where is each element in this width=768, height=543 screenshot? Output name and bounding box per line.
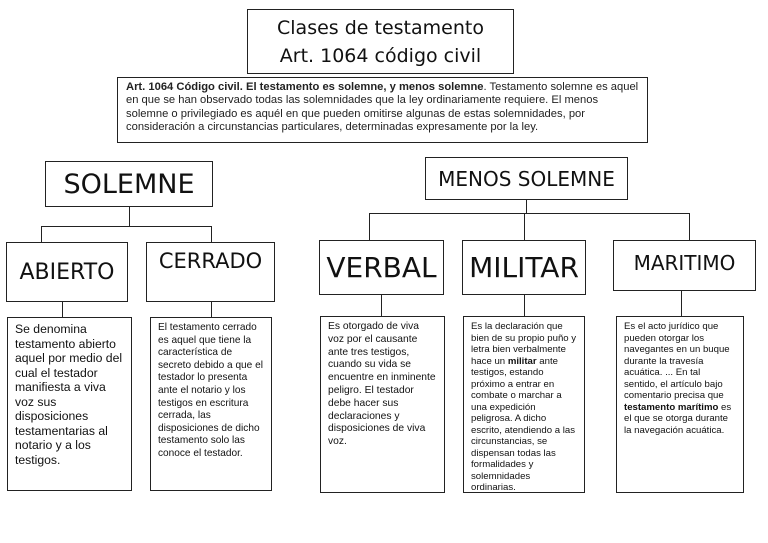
node-maritimo <box>613 240 756 291</box>
node-solemne-label: SOLEMNE <box>63 168 195 200</box>
desc-militar-text-1: Es la declaración que bien de su propio puño y letra bien verbalmente hace un <box>471 321 577 367</box>
connector <box>129 206 130 227</box>
node-menos-solemne <box>425 157 628 200</box>
connector <box>211 301 212 317</box>
desc-verbal <box>320 316 445 493</box>
connector <box>62 301 63 317</box>
node-militar-label: MILITAR <box>469 251 579 284</box>
desc-militar-text-2: ante testigos, estando próximo a entrar en combate o marchar a una expedición peligrosa. A dicho escrito, atendiendo a las circunstancias, se dispensan todas las formalidades y solemnidades ordinarias. <box>471 355 575 493</box>
connector <box>369 213 370 240</box>
connector <box>211 226 212 242</box>
desc-cerrado-text: El testamento cerrado es aquel que tiene la característica de secreto debido a que el testador lo presenta ante el notario y los testigos en escritura cerrada, las disposiciones de dicho testamento solo las conoce el testador. <box>158 322 263 459</box>
definition-lead: Art. 1064 Código civil. El testamento es solemne, y menos solemne <box>126 81 484 93</box>
node-cerrado-label: CERRADO <box>158 249 263 273</box>
desc-maritimo-bold: testamento marítimo <box>624 401 719 413</box>
title-box <box>247 9 514 74</box>
node-maritimo-label: MARITIMO <box>633 251 736 275</box>
node-abierto-label: ABIERTO <box>19 259 115 285</box>
desc-abierto-text: Se denomina testamento abierto aquel por medio del cual el testador manifiesta a viva voz sus disposiciones testamentarias al notario y a los testigos. <box>15 322 123 467</box>
desc-maritimo-text-1: Es el acto jurídico que pueden otorgar los navegantes en un buque durante la travesía acuática. ... En tal sentido, el artículo bajo comentario precisa que <box>624 321 730 401</box>
desc-cerrado <box>150 317 272 491</box>
desc-maritimo <box>616 316 744 493</box>
node-solemne <box>45 161 213 207</box>
desc-militar <box>463 316 585 493</box>
connector <box>689 213 690 240</box>
connector <box>524 294 525 316</box>
node-verbal <box>319 240 444 295</box>
definition-text: . Testamento solemne es aquel en que se han observado todas las solemnidades que la ley ordinariamente requiere. El menos solemne o privilegiado es aquél en que pueden omitirse algunas de estas solemnidades, por consideración a circunstancias particulares, determinadas expresamente por la ley. <box>126 81 639 133</box>
connector <box>41 226 42 242</box>
node-cerrado <box>146 242 275 302</box>
connector <box>381 294 382 316</box>
connector <box>526 199 527 214</box>
node-verbal-label: VERBAL <box>326 251 437 284</box>
connector <box>524 213 525 240</box>
connector <box>41 226 212 227</box>
node-abierto <box>6 242 128 302</box>
title-line-1: Clases de testamento <box>277 16 484 39</box>
node-militar <box>462 240 586 295</box>
node-menos-solemne-label: MENOS SOLEMNE <box>438 166 615 191</box>
definition-box <box>117 77 648 143</box>
desc-militar-bold: militar <box>507 355 537 367</box>
connector <box>369 213 690 214</box>
desc-abierto <box>7 317 132 491</box>
connector <box>681 290 682 316</box>
desc-maritimo-text-2: es el que se otorga durante la navegación acuática. <box>624 401 732 436</box>
title-line-2: Art. 1064 código civil <box>279 44 482 67</box>
desc-verbal-text: Es otorgado de viva voz por el causante ante tres testigos, cuando su vida se encuentre en inminente peligro. El testador debe hacer sus declaraciones y disposiciones de viva voz. <box>328 321 436 448</box>
